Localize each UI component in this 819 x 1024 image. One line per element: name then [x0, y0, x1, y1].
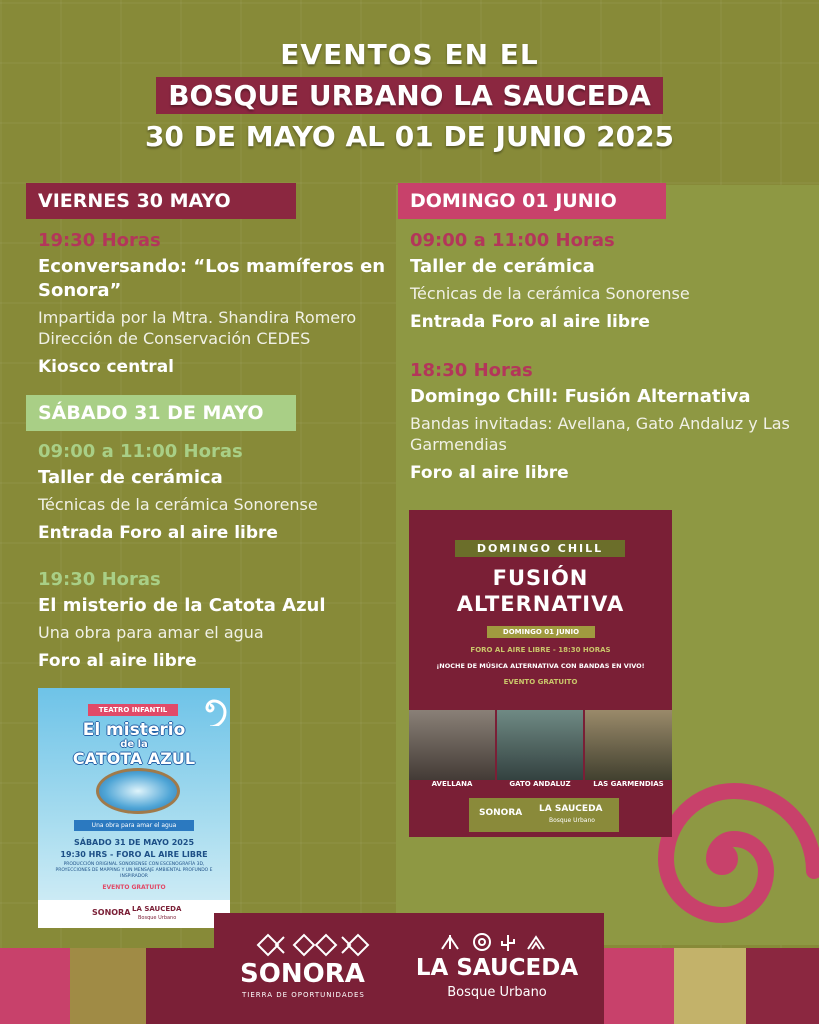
sauceda-icons [438, 931, 548, 953]
event-desc: Técnicas de la cerámica Sonorense [38, 495, 318, 514]
band-label: GATO ANDALUZ [497, 780, 583, 788]
poster-logos [38, 900, 230, 928]
event-time: 09:00 a 11:00 Horas [410, 230, 615, 251]
event-sunday-1 [410, 230, 800, 332]
poster-logos [469, 798, 619, 832]
band-label: AVELLANA [409, 780, 495, 788]
header-line2: BOSQUE URBANO LA SAUCEDA [156, 77, 663, 114]
footer-sauceda-sub: Bosque Urbano [447, 985, 547, 1000]
event-location: Foro al aire libre [410, 463, 569, 483]
poster-logo-sonora: SONORA [479, 808, 523, 818]
poster-catota-azul [38, 688, 230, 928]
event-title: Taller de cerámica [410, 256, 595, 277]
poster-logo-sonora: SONORA [92, 908, 131, 917]
event-desc: Bandas invitadas: Avellana, Gato Andaluz y Las Garmendias [410, 414, 790, 454]
decor-tile [70, 948, 146, 1024]
poster-tag: TEATRO INFANTIL [88, 704, 178, 716]
poster-free: EVENTO GRATUITO [503, 678, 578, 686]
poster-tagline: ¡NOCHE DE MÚSICA ALTERNATIVA CON BANDAS EN VIVO! [436, 662, 645, 670]
poster-title-line1: FUSIÓN [492, 566, 589, 590]
event-location: Entrada Foro al aire libre [410, 312, 650, 332]
event-desc: Dirección de Conservación CEDES [38, 329, 311, 348]
poster-time-place: 19:30 HRS - FORO AL AIRE LIBRE [60, 850, 208, 859]
poster-ribbon: Una obra para amar el agua [74, 820, 194, 831]
event-desc: Impartida por la Mtra. Shandira Romero [38, 308, 357, 327]
event-location: Entrada Foro al aire libre [38, 523, 278, 543]
event-time: 19:30 Horas [38, 569, 161, 590]
poster-credits: PRODUCCIÓN ORIGINAL SONORENSE CON ESCENOGRAFÍA 3D, PROYECCIONES DE MAPPING Y UN MENSAJE AMBIENTAL PROFUNDO E INSPIRADOR [55, 862, 213, 879]
event-desc: Una obra para amar el agua [38, 623, 264, 642]
footer-logos [214, 913, 604, 1024]
poster-date: DOMINGO 01 JUNIO [487, 626, 595, 638]
poster-date: SÁBADO 31 DE MAYO 2025 [73, 838, 195, 847]
event-time: 09:00 a 11:00 Horas [38, 441, 243, 462]
event-time: 19:30 Horas [38, 230, 161, 251]
event-saturday-1 [38, 441, 388, 543]
poster-free: EVENTO GRATUITO [102, 884, 166, 891]
event-time: 18:30 Horas [410, 360, 533, 381]
poster-title-line2: ALTERNATIVA [456, 592, 625, 616]
decor-tile [746, 948, 819, 1024]
decor-tile [146, 948, 214, 1024]
decor-tile [604, 948, 674, 1024]
header-dates: 30 DE MAYO AL 01 DE JUNIO 2025 [144, 120, 675, 153]
band-photo-las-garmendias [585, 710, 672, 786]
event-title: Taller de cerámica [38, 467, 223, 488]
poster-tag: DOMINGO CHILL [455, 540, 625, 557]
poster-logo-sauceda-sub: Bosque Urbano [138, 915, 177, 921]
poster-title-line2: de la [120, 739, 148, 750]
event-desc: Técnicas de la cerámica Sonorense [410, 284, 690, 303]
event-saturday-2 [38, 569, 388, 671]
footer-sauceda: LA SAUCEDA [415, 955, 579, 981]
event-location: Kiosco central [38, 357, 174, 377]
page-header [0, 38, 819, 153]
poster-illustration [96, 768, 180, 814]
footer-sonora: SONORA [240, 959, 365, 989]
event-friday-1 [38, 230, 388, 377]
poster-logo-sauceda: LA SAUCEDA [132, 905, 182, 913]
poster-title-line3: CATOTA AZUL [72, 749, 196, 768]
footer-sonora-sub: TIERRA DE OPORTUNIDADES [242, 991, 365, 999]
event-title: Domingo Chill: Fusión Alternativa [410, 386, 751, 407]
band-photo-avellana [409, 710, 495, 786]
event-title: Econversando: “Los mamíferos en Sonora” [38, 256, 386, 301]
poster-logo-sauceda-sub: Bosque Urbano [549, 817, 595, 824]
day-friday: VIERNES 30 MAYO [26, 183, 296, 219]
decor-tile [0, 948, 70, 1024]
event-location: Foro al aire libre [38, 651, 197, 671]
event-sunday-2 [410, 360, 790, 483]
event-title: El misterio de la Catota Azul [38, 595, 326, 616]
sonora-pattern-icon [254, 931, 372, 959]
poster-title [38, 722, 230, 767]
band-label: LAS GARMENDIAS [585, 780, 672, 788]
poster-place: FORO AL AIRE LIBRE - 18:30 HORAS [470, 646, 611, 654]
band-photo-gato-andaluz [497, 710, 583, 786]
decor-tile [674, 948, 746, 1024]
header-line1: EVENTOS EN EL [280, 38, 539, 71]
poster-title-line1: El misterio [82, 720, 186, 740]
poster-logo-sauceda: LA SAUCEDA [539, 804, 603, 814]
swirl-icon [192, 690, 228, 726]
day-sunday: DOMINGO 01 JUNIO [398, 183, 666, 219]
day-saturday: SÁBADO 31 DE MAYO [26, 395, 296, 431]
poster-domingo-chill [409, 510, 672, 837]
